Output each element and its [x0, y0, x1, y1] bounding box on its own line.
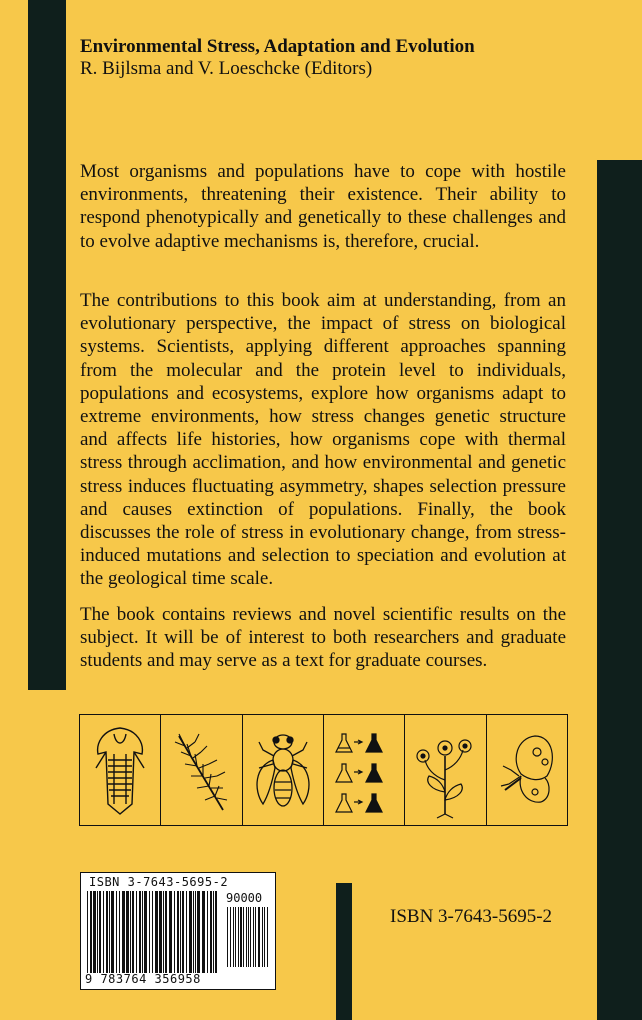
barcode-stripe [243, 907, 244, 967]
barcode-stripe [152, 891, 153, 973]
barcode-stripe [246, 907, 247, 967]
illustration-cell [487, 715, 567, 825]
barcode-stripe [207, 891, 208, 973]
barcode-stripe [262, 907, 263, 967]
blurb-paragraph-2: The contributions to this book aim at understanding, from an evolutionary perspective, the impact of stress on biological systems. Scientists, applying different approaches spanning from the molecular and the protein level to individuals, populations and ecosystems, explore how organisms adapt to extreme environments, how stress changes genetic structure and affects life histories, how organisms cope with thermal stress through acclimation, and how environmental and genetic stress induces fluctuating asymmetry, shapes selection pressure and causes extinction of populations. Finally, the book discusses the role of stress in evolutionary change, from stress-induced mutations and selection to speciation and evolution at the geological time scale. [80, 290, 566, 590]
barcode-stripe [177, 891, 179, 973]
barcode-stripe [93, 891, 96, 973]
blurb-paragraph-1: Most organisms and populations have to cope with hostile environments, threatening their existence. Their ability to respond phenotypically and genetically to these challenges and to evolve adaptive mechanisms is, therefore, crucial. [80, 161, 566, 252]
blurb-paragraph-3: The book contains reviews and novel scientific results on the subject. It will be of interest to both researchers and graduate students and may serve as a text for graduate courses. [80, 604, 566, 672]
barcode-stripe [233, 907, 234, 967]
barcode-stripe [255, 907, 256, 967]
barcode-stripe [248, 907, 249, 967]
barcode-stripe [230, 907, 231, 967]
barcode-stripe [155, 891, 158, 973]
barcode-price-code: 90000 [226, 891, 263, 905]
barcode-stripe [180, 891, 181, 973]
barcode-stripe [253, 907, 254, 967]
barcode-stripe [235, 907, 236, 967]
illustration-cell [324, 715, 405, 825]
illustration-cell [161, 715, 242, 825]
barcode-stripe [165, 891, 167, 973]
barcode-stripe [132, 891, 134, 973]
illustration-cell [405, 715, 486, 825]
barcode-stripe [189, 891, 192, 973]
barcode-stripe [159, 891, 162, 973]
barcode-stripe [193, 891, 194, 973]
conifer-branch-icon [165, 720, 237, 820]
barcode-stripe [130, 891, 131, 973]
barcode-stripe [264, 907, 265, 967]
barcode-stripe [139, 891, 141, 973]
decorative-bar-left [28, 0, 66, 690]
barcode-stripe [174, 891, 175, 973]
barcode [80, 872, 276, 990]
barcode-stripe [97, 891, 98, 973]
barcode-stripe [227, 907, 228, 967]
barcode-stripe [126, 891, 129, 973]
barcode-stripe [210, 891, 212, 973]
fruit-fly-icon [247, 720, 319, 820]
barcode-stripe [136, 891, 137, 973]
barcode-stripe [197, 891, 200, 973]
barcode-stripe [119, 891, 120, 973]
butterfly-icon [491, 720, 563, 820]
flowering-plant-icon [409, 720, 481, 820]
illustration-cell [80, 715, 161, 825]
decorative-bar-bottom [336, 883, 352, 1020]
barcode-stripe [163, 891, 164, 973]
barcode-stripe [122, 891, 125, 973]
barcode-stripe [169, 891, 172, 973]
barcode-stripe [238, 907, 239, 967]
barcode-stripe [186, 891, 187, 973]
barcode-stripe [182, 891, 184, 973]
barcode-stripe [258, 907, 260, 967]
barcode-stripe [149, 891, 150, 973]
illustration-cell [243, 715, 324, 825]
decorative-bar-right [597, 160, 642, 1020]
barcode-isbn-label: ISBN 3-7643-5695-2 [89, 875, 229, 889]
barcode-bars-addon [227, 907, 271, 967]
barcode-stripe [213, 891, 214, 973]
flasks-icon [328, 720, 400, 820]
barcode-stripe [103, 891, 104, 973]
barcode-stripe [106, 891, 108, 973]
barcode-ean-digits: 9 783764 356958 [85, 972, 201, 986]
barcode-stripe [144, 891, 147, 973]
trilobite-icon [84, 720, 156, 820]
barcode-stripe [90, 891, 92, 973]
barcode-stripe [250, 907, 251, 967]
barcode-stripe [109, 891, 110, 973]
barcode-stripe [202, 891, 205, 973]
barcode-bars-main [87, 891, 221, 973]
barcode-stripe [116, 891, 117, 973]
barcode-stripe [240, 907, 242, 967]
book-title: Environmental Stress, Adaptation and Evolution [80, 36, 475, 57]
isbn-text: ISBN 3-7643-5695-2 [390, 906, 553, 927]
book-editors: R. Bijlsma and V. Loeschcke (Editors) [80, 58, 373, 79]
barcode-stripe [142, 891, 143, 973]
barcode-stripe [87, 891, 88, 973]
barcode-stripe [111, 891, 114, 973]
illustration-strip [79, 714, 568, 826]
barcode-stripe [215, 891, 217, 973]
barcode-stripe [195, 891, 196, 973]
barcode-stripe [267, 907, 268, 967]
barcode-stripe [99, 891, 101, 973]
